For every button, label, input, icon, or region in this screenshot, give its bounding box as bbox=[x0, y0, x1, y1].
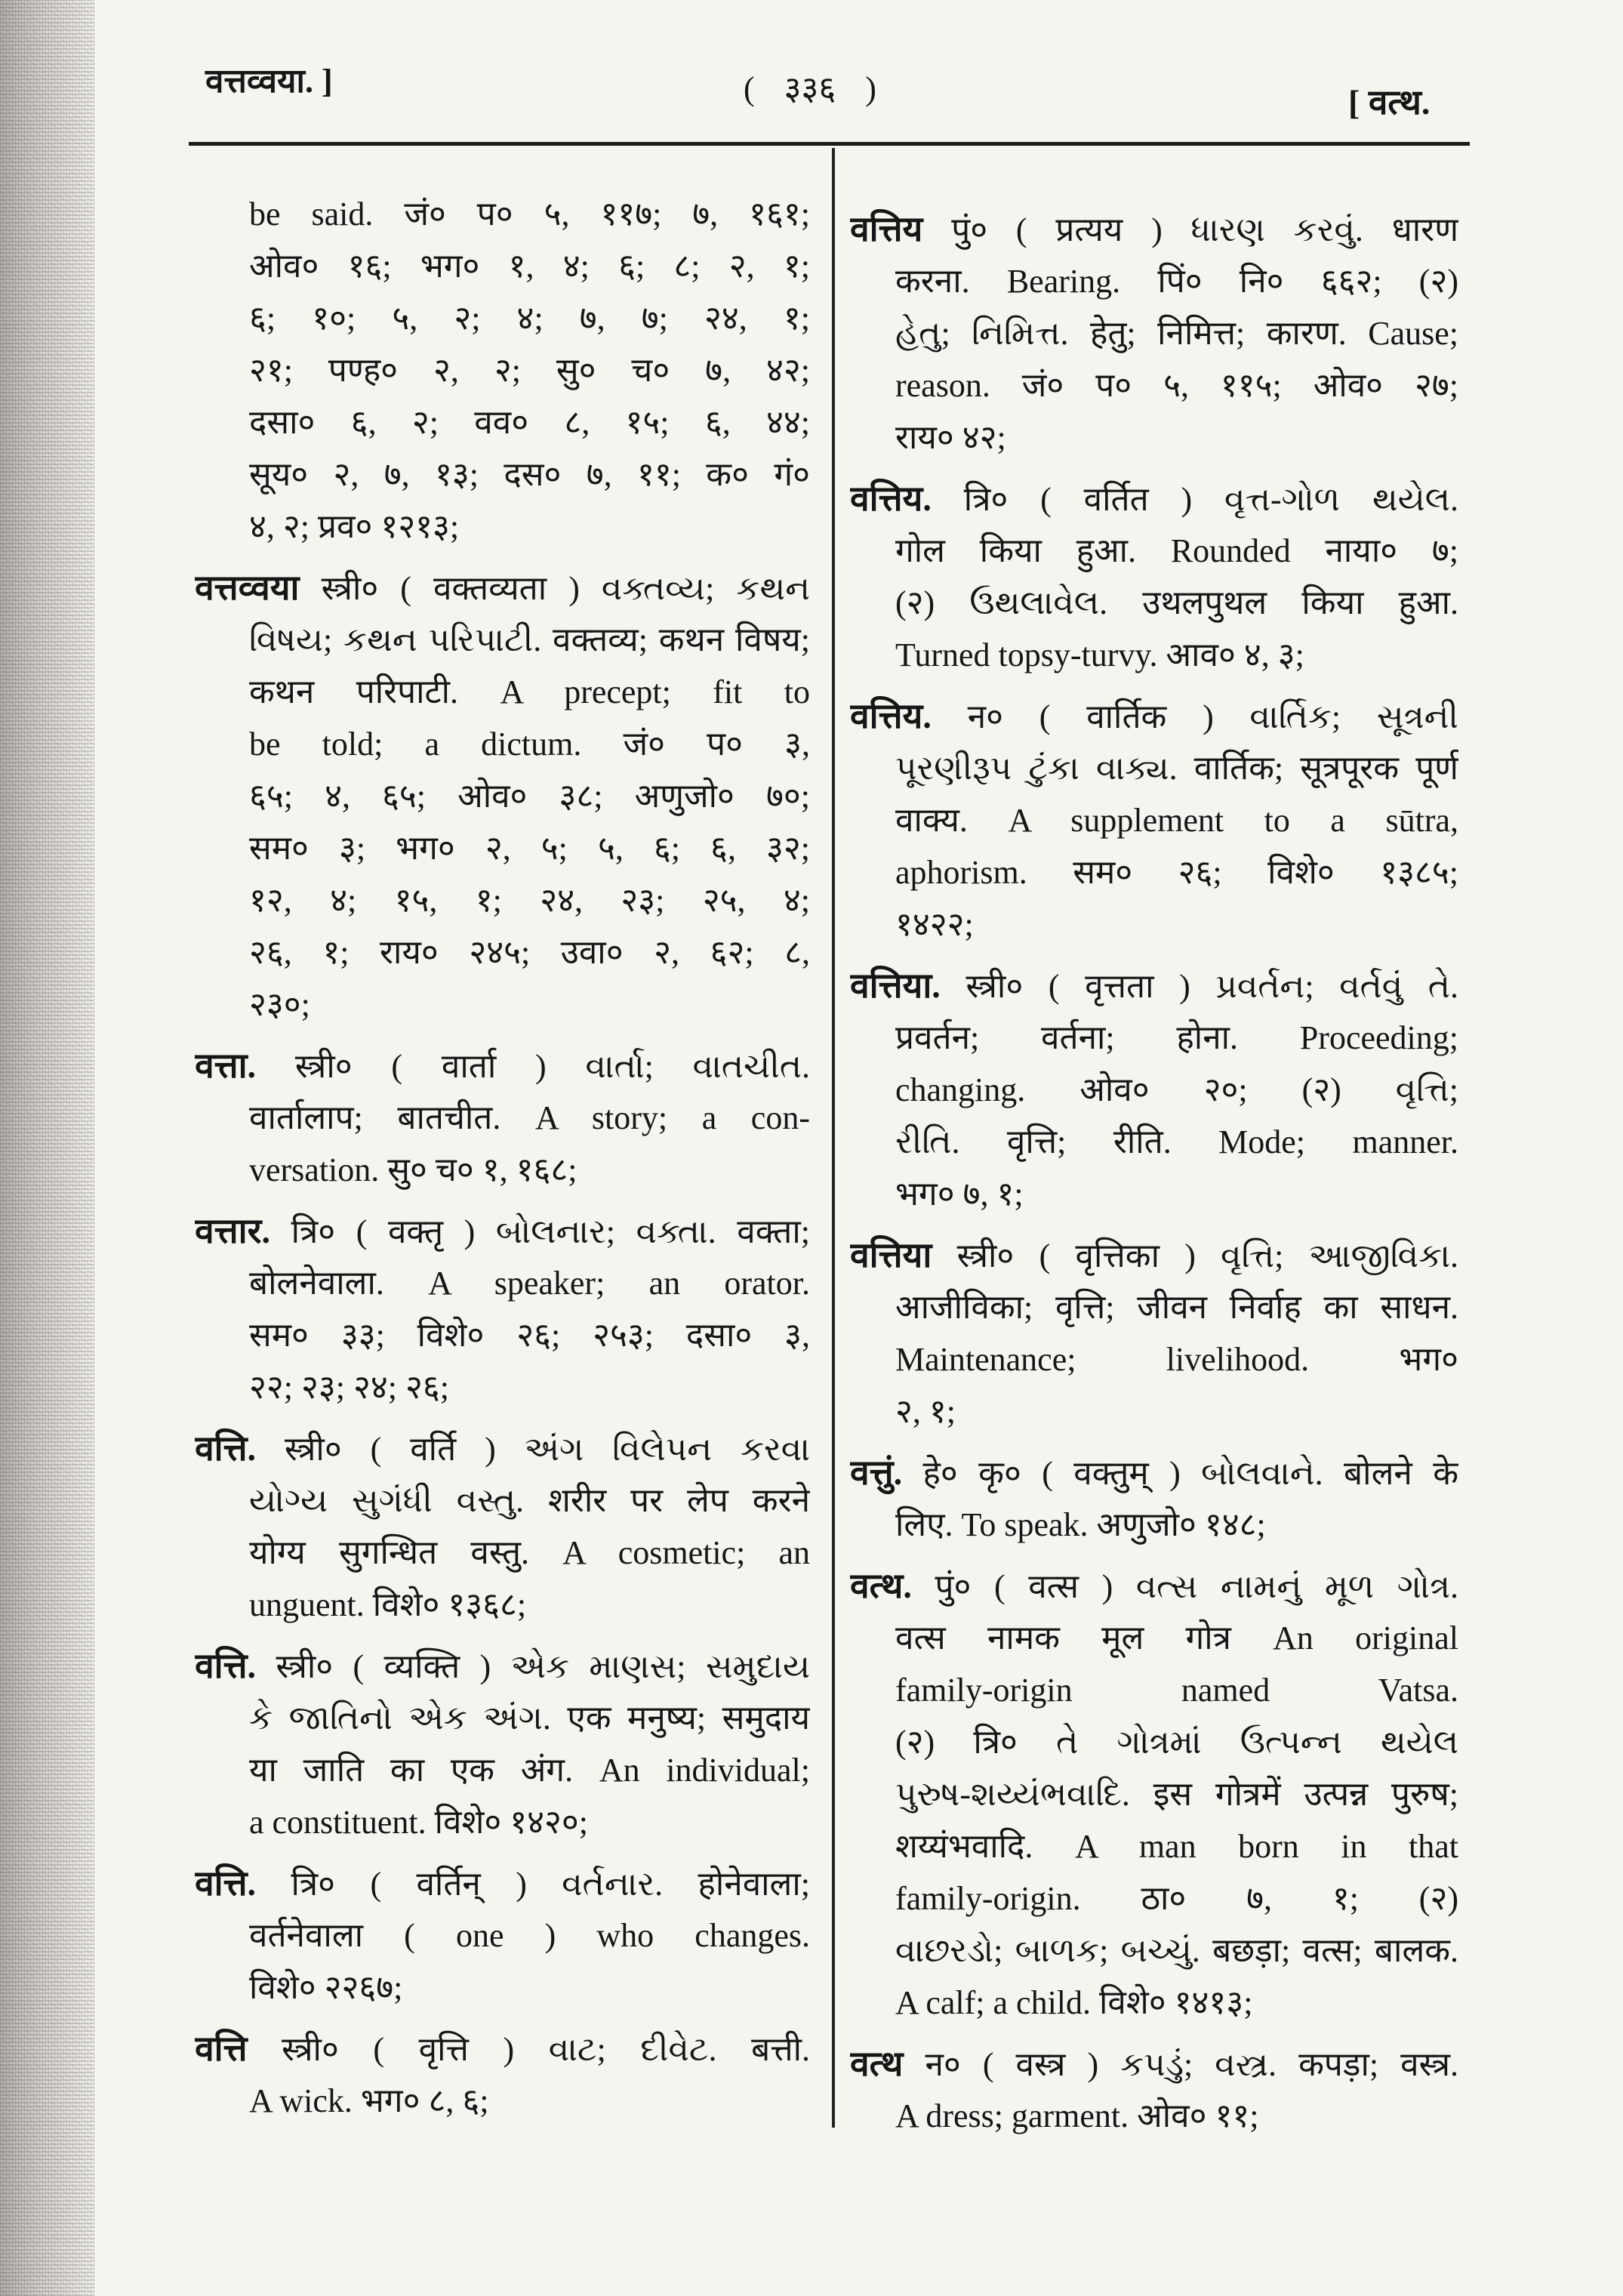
entry-first-line bbox=[850, 2038, 1458, 2090]
entry-text: २, १; bbox=[895, 1393, 956, 1430]
headword: वत्तिय. bbox=[850, 697, 932, 735]
page-number: ( ३३६ ) bbox=[744, 70, 876, 107]
entry-text: स्त्री० ( व्यक्ति ) એક માણસ; સમુદાય bbox=[276, 1648, 810, 1685]
entry-line bbox=[195, 1579, 810, 1631]
entry-line bbox=[195, 1309, 810, 1361]
entry-first-line bbox=[850, 1560, 1458, 1612]
entry-text: गोल किया हुआ. Rounded नाया० ७; bbox=[895, 532, 1458, 569]
entry-line bbox=[850, 1012, 1458, 1064]
entry-text: त्रि० ( वक्तृ ) બોલનાર; વક્તા. वक्ता; bbox=[291, 1213, 810, 1250]
entry-line bbox=[850, 411, 1458, 464]
entry-text: सूय० २, ७, १३; दस० ७, ११; क० गं० bbox=[249, 456, 810, 493]
entry-line bbox=[195, 926, 810, 978]
entry-text: वाक्य. A supplement to a sūtra, bbox=[895, 802, 1458, 839]
dictionary-entry bbox=[850, 1447, 1458, 1551]
entry-text: २२; २३; २४; २६; bbox=[249, 1369, 449, 1406]
entry-text: વાછરડો; બાળક; બચ્ચું. बछड़ा; वत्स; बालक. bbox=[895, 1932, 1458, 1969]
entry-text: २१; पण्ह० २, २; सु० च० ७, ४२; bbox=[249, 352, 810, 389]
entry-text: योग्य सुगन्धित वस्तु. A cosmetic; an bbox=[249, 1534, 810, 1571]
left-column bbox=[195, 188, 810, 2127]
entry-line bbox=[195, 292, 810, 344]
entry-text: प्रवर्तन; वर्तना; होना. Proceeding; bbox=[895, 1019, 1458, 1056]
entry-text: स्त्री० ( वृत्तता ) પ્રવર્તન; વર્તવું તે. bbox=[965, 968, 1458, 1005]
entry-text: a constituent. विशे० १४२०; bbox=[249, 1804, 589, 1841]
entry-line bbox=[195, 1796, 810, 1848]
headword: वत्तिया. bbox=[850, 966, 941, 1005]
header-last-headword: [ वत्थ. bbox=[1348, 83, 1431, 122]
entry-line bbox=[850, 1664, 1458, 1716]
entry-text: (२) त्रि० તે ગોત્રમાં ઉત્પન્ન થયેલ bbox=[895, 1724, 1458, 1761]
entry-text: राय० ४२; bbox=[895, 419, 1006, 456]
entry-text: बोलनेवाला. A speaker; an orator. bbox=[249, 1265, 810, 1302]
dictionary-entry bbox=[850, 2038, 1458, 2142]
entry-text: family-origin. ठा० ७, १; (२) bbox=[895, 1880, 1458, 1917]
entry-text: હેતુ; નિમિત્ત. हेतु; निमित्त; कारण. Cause; bbox=[895, 315, 1458, 352]
entry-first-line bbox=[850, 473, 1458, 525]
entry-line bbox=[850, 1716, 1458, 1768]
entry-text: ६५; ४, ६५; ओव० ३८; अणुजो० ७०; bbox=[249, 778, 810, 815]
entry-line bbox=[195, 666, 810, 718]
headword: वत्तार. bbox=[195, 1212, 270, 1250]
entry-line bbox=[195, 240, 810, 292]
headword: वत्ति. bbox=[195, 1647, 257, 1685]
entry-line bbox=[195, 448, 810, 501]
entry-line bbox=[850, 307, 1458, 359]
entry-line bbox=[850, 794, 1458, 846]
entry-line bbox=[195, 1962, 810, 2014]
entry-line bbox=[195, 1527, 810, 1579]
entry-line bbox=[195, 1144, 810, 1196]
headword: वत्तिय bbox=[850, 210, 923, 248]
header-rule bbox=[189, 142, 1470, 146]
entry-text: be told; a dictum. जं० प० ३, bbox=[249, 726, 810, 763]
dictionary-entry bbox=[195, 188, 810, 553]
entry-line bbox=[195, 1744, 810, 1796]
entry-line bbox=[850, 742, 1458, 794]
entry-text: न० ( वस्त्र ) કપડું; વસ્ત્ર. कपड़ा; वस्त्र. bbox=[925, 2046, 1458, 2083]
entry-line bbox=[195, 718, 810, 770]
entry-text: स्त्री० ( वार्ता ) વાર્તા; વાતચીત. bbox=[294, 1048, 810, 1085]
entry-first-line bbox=[195, 2023, 810, 2075]
column-divider bbox=[832, 148, 835, 2128]
entry-text: પુરુષ-શય્યંભવાદિ. इस गोत्रमें उत्पन्न पुरुष; bbox=[895, 1776, 1458, 1813]
headword: वत्ता. bbox=[195, 1046, 257, 1085]
entry-first-line bbox=[195, 1640, 810, 1692]
page-binding-edge bbox=[0, 0, 94, 2296]
entry-text: ४, २; प्रव० १२१३; bbox=[249, 508, 460, 545]
entry-text: करना. Bearing. पिं० नि० ६६२; (२) bbox=[895, 263, 1458, 300]
entry-text: २३०; bbox=[249, 986, 310, 1023]
entry-text: (२) ઉથલાવેલ. उथलपुथल किया हुआ. bbox=[895, 584, 1458, 621]
entry-text: be said. जं० प० ५, ११७; ७, १६१; bbox=[249, 196, 810, 233]
entry-line bbox=[195, 614, 810, 666]
headword: वत्तव्वया bbox=[195, 569, 300, 607]
right-column bbox=[850, 203, 1458, 2142]
entry-line bbox=[850, 1281, 1458, 1333]
entry-text: न० ( वार्तिक ) વાર્તિક; સૂત્રની bbox=[967, 698, 1458, 735]
entry-line bbox=[850, 255, 1458, 307]
entry-first-line bbox=[850, 1229, 1458, 1281]
entry-first-line bbox=[850, 960, 1458, 1012]
entry-line bbox=[195, 1909, 810, 1962]
entry-text: वार्तालाप; बातचीत. A story; a con- bbox=[249, 1099, 810, 1136]
entry-text: changing. ओव० २०; (२) વૃત્તિ; bbox=[895, 1071, 1458, 1108]
entry-line bbox=[850, 1116, 1458, 1168]
entry-text: Maintenance; livelihood. भग० bbox=[895, 1341, 1458, 1378]
entry-text: A wick. भग० ८, ६; bbox=[249, 2082, 489, 2119]
entry-line bbox=[850, 1925, 1458, 1977]
dictionary-entry bbox=[195, 1205, 810, 1413]
dictionary-entry bbox=[850, 690, 1458, 951]
entry-text: २६, १; राय० २४५; उवा० २, ६२; ८, bbox=[249, 934, 810, 971]
dictionary-entry bbox=[850, 203, 1458, 464]
entry-text: ६; १०; ५, २; ४; ७, ७; २४, १; bbox=[249, 300, 810, 337]
dictionary-entry bbox=[850, 1229, 1458, 1438]
entry-text: Turned topsy-turvy. आव० ४, ३; bbox=[895, 636, 1304, 673]
entry-text: या जाति का एक अंग. An individual; bbox=[249, 1752, 810, 1789]
entry-line bbox=[195, 822, 810, 874]
headword: वत्थ. bbox=[850, 1567, 912, 1605]
entry-first-line bbox=[850, 203, 1458, 255]
entry-text: स्त्री० ( वृत्ति ) વાટ; દીવેટ. बत्ती. bbox=[282, 2031, 810, 2068]
entry-text: વિષય; કથન પરિપાટી. वक्तव्य; कथन विषय; bbox=[249, 621, 810, 658]
dictionary-entry bbox=[850, 1560, 1458, 2029]
entry-text: A dress; garment. ओव० ११; bbox=[895, 2097, 1259, 2134]
entry-line bbox=[850, 577, 1458, 629]
entry-text: versation. सु० च० १, १६८; bbox=[249, 1151, 577, 1188]
entry-line bbox=[850, 1333, 1458, 1385]
entry-text: स्त्री० ( वृत्तिका ) વૃત્તિ; આજીવિકા. bbox=[956, 1237, 1458, 1274]
dictionary-entry bbox=[195, 1040, 810, 1196]
entry-line bbox=[195, 501, 810, 553]
entry-line bbox=[850, 1385, 1458, 1438]
dictionary-entry bbox=[195, 562, 810, 1031]
entry-text: आजीविका; वृत्ति; जीवन निर्वाह का साधन. bbox=[895, 1289, 1458, 1326]
entry-text: स्त्री० ( वक्तव्यता ) વક્તવ્ય; કથન bbox=[321, 570, 810, 607]
dictionary-entry bbox=[195, 1857, 810, 2014]
entry-text: वत्स नामक मूल गोत्र An original bbox=[895, 1620, 1458, 1657]
headword: वत्तिया bbox=[850, 1236, 932, 1274]
entry-line bbox=[195, 1692, 810, 1744]
entry-text: स्त्री० ( वर्ति ) અંગ વિલેપન કરવા bbox=[285, 1431, 810, 1468]
entry-first-line bbox=[850, 690, 1458, 742]
entry-first-line bbox=[195, 1857, 810, 1909]
entry-text: त्रि० ( वर्तित ) વૃત્ત-ગોળ થયેલ. bbox=[963, 481, 1458, 518]
dictionary-entry bbox=[195, 2023, 810, 2127]
entry-text: १२, ४; १५, १; २४, २३; २५, ४; bbox=[249, 882, 810, 919]
entry-text: family-origin named Vatsa. bbox=[895, 1672, 1458, 1709]
entry-text: કે જાતિનો એક અંગ. एक मनुष्य; समुदाय bbox=[249, 1700, 810, 1737]
headword: वत्ति. bbox=[195, 1864, 257, 1903]
entry-first-line bbox=[195, 562, 810, 614]
entry-line bbox=[850, 525, 1458, 577]
headword: वत्तिय. bbox=[850, 479, 932, 518]
entry-first-line bbox=[195, 1205, 810, 1257]
entry-line bbox=[850, 846, 1458, 898]
entry-text: A calf; a child. विशे० १४१३; bbox=[895, 1984, 1253, 2021]
entry-text: ओव० १६; भग० १, ४; ६; ८; २, १; bbox=[249, 248, 810, 285]
entry-line bbox=[195, 344, 810, 396]
entry-line bbox=[195, 874, 810, 926]
entry-line bbox=[850, 2090, 1458, 2142]
entry-line bbox=[850, 898, 1458, 951]
entry-text: लिए. To speak. अणुजो० १४८; bbox=[895, 1506, 1266, 1543]
header-first-headword: वत्तव्वया. ] bbox=[205, 63, 333, 100]
entry-first-line bbox=[195, 1422, 810, 1475]
entry-line bbox=[850, 1499, 1458, 1551]
entry-line bbox=[850, 629, 1458, 681]
entry-text: १४२२; bbox=[895, 906, 974, 943]
entry-line bbox=[850, 1168, 1458, 1220]
entry-text: त्रि० ( वर्तिन् ) વર્તનાર. होनेवाला; bbox=[291, 1866, 810, 1903]
entry-text: unguent. विशे० १३६८; bbox=[249, 1586, 527, 1623]
entry-text: सम० ३३; विशे० २६; २५३; दसा० ३, bbox=[249, 1317, 810, 1354]
entry-line bbox=[195, 978, 810, 1031]
entry-text: विशे० २२६७; bbox=[249, 1969, 403, 2006]
entry-text: दसा० ६, २; वव० ८, १५; ६, ४४; bbox=[249, 404, 810, 441]
entry-line bbox=[195, 1092, 810, 1144]
headword: वत्थ bbox=[850, 2045, 904, 2083]
entry-text: कथन परिपाटी. A precept; fit to bbox=[249, 673, 810, 710]
entry-text: पुं० ( प्रत्यय ) ધારણ કરવું. धारण bbox=[951, 211, 1458, 248]
dictionary-entry bbox=[195, 1422, 810, 1631]
entry-first-line bbox=[195, 1040, 810, 1092]
entry-text: वर्तनेवाला ( one ) who changes. bbox=[249, 1917, 810, 1954]
entry-text: reason. जं० प० ५, ११५; ओव० २७; bbox=[895, 367, 1458, 404]
entry-line bbox=[195, 1475, 810, 1527]
dictionary-entry bbox=[850, 960, 1458, 1220]
headword: वत्ति. bbox=[195, 1429, 257, 1468]
entry-text: aphorism. सम० २६; विशे० १३८५; bbox=[895, 854, 1458, 891]
entry-line bbox=[850, 1872, 1458, 1925]
entry-text: પૂરણીરૂપ ટુંકા વાક્ય. वार्तिक; सूत्रपूरक पूर्ण bbox=[895, 750, 1458, 787]
entry-line bbox=[850, 1820, 1458, 1872]
entry-line bbox=[195, 2075, 810, 2127]
headword: वत्तुं. bbox=[850, 1453, 903, 1492]
entry-line bbox=[195, 1361, 810, 1413]
entry-text: पुं० ( वत्स ) વત્સ નામનું મૂળ ગોત્ર. bbox=[935, 1568, 1458, 1605]
entry-first-line bbox=[850, 1447, 1458, 1499]
entry-line bbox=[850, 1612, 1458, 1664]
entry-text: રીતિ. वृत्ति; रीति. Mode; manner. bbox=[895, 1123, 1458, 1160]
entry-line bbox=[850, 1064, 1458, 1116]
entry-line bbox=[195, 188, 810, 240]
entry-line bbox=[850, 1768, 1458, 1820]
entry-line bbox=[195, 396, 810, 448]
dictionary-entry bbox=[850, 473, 1458, 681]
entry-line bbox=[850, 359, 1458, 411]
entry-text: भग० ७, १; bbox=[895, 1176, 1024, 1213]
dictionary-entry bbox=[195, 1640, 810, 1848]
entry-text: हे० कृ० ( वक्तुम् ) બોલવાને. बोलने के bbox=[922, 1455, 1458, 1492]
entry-line bbox=[195, 1257, 810, 1309]
entry-text: सम० ३; भग० २, ५; ५, ६; ६, ३२; bbox=[249, 830, 810, 867]
entry-line bbox=[850, 1977, 1458, 2029]
entry-text: યોગ્ય સુગંધી વસ્તુ. शरीर पर लेप करने bbox=[249, 1482, 810, 1519]
entry-line bbox=[195, 770, 810, 822]
headword: वत्ति bbox=[195, 2029, 248, 2068]
entry-text: शय्यंभवादि. A man born in that bbox=[895, 1828, 1458, 1865]
